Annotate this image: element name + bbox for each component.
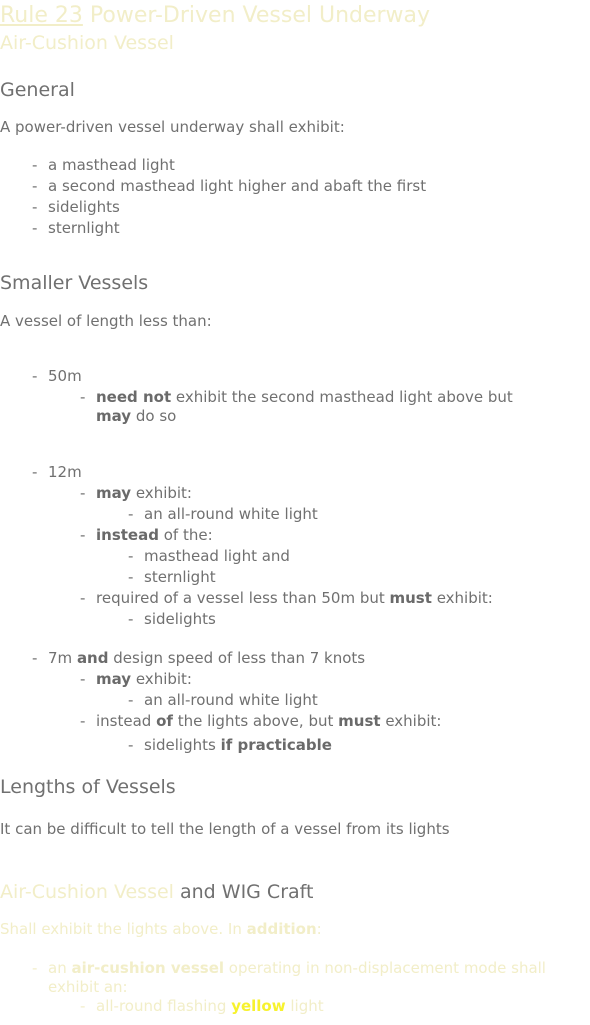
length-50m: - 50m	[32, 367, 82, 385]
page-title	[0, 3, 430, 29]
list-item: - sternlight	[32, 219, 120, 237]
list-item: - sidelights if practicable	[128, 736, 332, 754]
list-item: - a masthead light	[32, 156, 175, 174]
list-item: - may exhibit:	[80, 484, 192, 502]
length-12m: - 12m	[32, 463, 82, 481]
smaller-intro: A vessel of length less than:	[0, 312, 212, 330]
list-item: - need not exhibit the second masthead light above but	[80, 388, 513, 406]
list-item: - an all-round white light	[128, 505, 318, 523]
list-item: - an all-round white light	[128, 691, 318, 709]
list-item: - masthead light and	[128, 547, 290, 565]
section-heading-general: General	[0, 79, 75, 101]
list-item: - sidelights	[128, 610, 216, 628]
list-item: - sidelights	[32, 198, 120, 216]
length-7m: - 7m and design speed of less than 7 knots	[32, 649, 366, 667]
title-text: Power-Driven Vessel Underway	[82, 3, 431, 28]
list-item: - may exhibit:	[80, 670, 192, 688]
list-item-continuation: exhibit an:	[48, 978, 128, 996]
section-heading-smaller-vessels: Smaller Vessels	[0, 272, 149, 294]
list-item: - instead of the:	[80, 526, 213, 544]
yellow-word: yellow	[231, 997, 286, 1015]
list-item: - sternlight	[128, 568, 216, 586]
section-heading-lengths: Lengths of Vessels	[0, 776, 176, 798]
list-item: - required of a vessel less than 50m but must exhibit:	[80, 589, 493, 607]
list-item: - all-round flashing yellow light	[80, 997, 324, 1015]
page-subtitle: Air-Cushion Vessel	[0, 32, 174, 54]
rule-link[interactable]: Rule 23	[0, 3, 83, 28]
general-intro: A power-driven vessel underway shall exhibit:	[0, 118, 345, 136]
acv-intro: Shall exhibit the lights above. In addition:	[0, 920, 322, 938]
list-item: - instead of the lights above, but must exhibit:	[80, 712, 442, 730]
section-heading-acv: Air-Cushion Vessel and WIG Craft	[0, 881, 314, 903]
list-item: - an air-cushion vessel operating in non-displacement mode shall	[32, 959, 546, 977]
list-item: - a second masthead light higher and abaft the first	[32, 177, 427, 195]
lengths-text: It can be difficult to tell the length of a vessel from its lights	[0, 820, 450, 838]
list-item-continuation: may do so	[96, 407, 177, 425]
